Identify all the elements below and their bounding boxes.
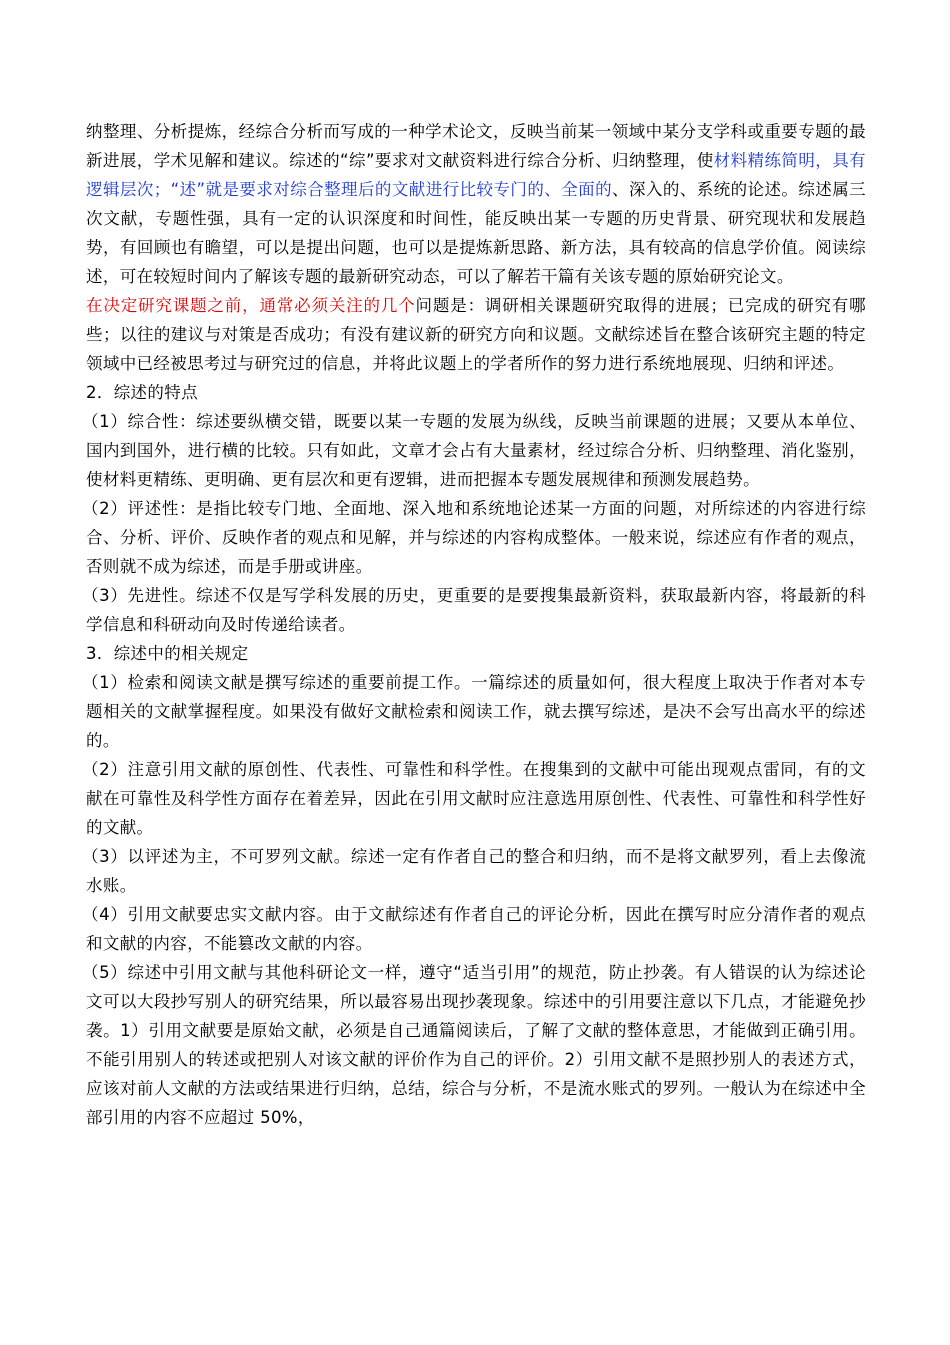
intro-blue-highlight: 材料精练简明，具有逻辑层次；“述”就是要求对综合整理后的文献进行比较专门的、全面的 xyxy=(86,151,866,199)
section-3-item-5: （5）综述中引用文献与其他科研论文一样，遵守“适当引用”的规范，防止抄袭。有人错误的认为综述论文可以大段抄写别人的研究结果，所以最容易出现抄袭现象。综述中的引用要注意以下几点，才能避免抄袭。1）引用文献要是原始文献，必须是自己通篇阅读后，了解了文献的整体意思，才能做到正确引用。不能引用别人的转述或把别人对该文献的评价作为自己的评价。2）引用文献不是照抄别人的表述方式，应该对前人文献的方法或结果进行归纳，总结，综合与分析，不是流水账式的罗列。一般认为在综述中全部引用的内容不应超过 50%， xyxy=(82,963,866,1127)
section-3-item-3: （3）以评述为主，不可罗列文献。综述一定有作者自己的整合和归纳，而不是将文献罗列，看上去像流水账。 xyxy=(82,847,866,895)
section-2-item-3: （3）先进性。综述不仅是写学科发展的历史，更重要的是要搜集最新资料，获取最新内容，将最新的科学信息和科研动向及时传递给读者。 xyxy=(82,586,866,634)
section-2-heading: 2．综述的特点 xyxy=(86,383,198,402)
section-3-item-4: （4）引用文献要忠实文献内容。由于文献综述有作者自己的评论分析，因此在撰写时应分清作者的观点和文献的内容，不能篡改文献的内容。 xyxy=(82,905,866,953)
intro-paragraph xyxy=(86,117,866,291)
section-3-item-1: （1）检索和阅读文献是撰写综述的重要前提工作。一篇综述的质量如何，很大程度上取决于作者对本专题相关的文献掌握程度。如果没有做好文献检索和阅读工作，就去撰写综述，是决不会写出高水平的综述的。 xyxy=(82,673,866,750)
research-topic-text: 问题是：调研相关课题研究取得的进展；已完成的研究有哪些；以往的建议与对策是否成功；有没有建议新的研究方向和议题。文献综述旨在整合该研究主题的特定领域中已经被思考过与研究过的信息，并将此议题上的学者所作的努力进行系统地展现、归纳和评述。 xyxy=(86,296,866,373)
section-3-item-2: （2）注意引用文献的原创性、代表性、可靠性和科学性。在搜集到的文献中可能出现观点雷同，有的文献在可靠性及科学性方面存在着差异，因此在引用文献时应注意选用原创性、代表性、可靠性和科学性好的文献。 xyxy=(82,760,866,837)
section-2-item-1: （1）综合性：综述要纵横交错，既要以某一专题的发展为纵线，反映当前课题的进展；又要从本单位、国内到国外，进行横的比较。只有如此，文章才会占有大量素材，经过综合分析、归纳整理、消化鉴别，使材料更精练、更明确、更有层次和更有逻辑，进而把握本专题发展规律和预测发展趋势。 xyxy=(82,412,866,489)
research-topic-paragraph xyxy=(86,291,866,378)
intro-text-part1: 纳整理、分析提炼，经综合分析而写成的一种学术论文，反映当前某一领域中某分支学科或重要专题的最新进展，学术见解和建议。综述的“综”要求对文献资料进行综合分析、归纳整理，使 xyxy=(86,122,866,170)
intro-text-part2: 、深入的、系统的论述。综述属三次文献，专题性强，具有一定的认识深度和时间性，能反映出某一专题的历史背景、研究现状和发展趋势，有回顾也有瞻望，可以是提出问题，也可以是提炼新思路、新方法，具有较高的信息学价值。阅读综述，可在较短时间内了解该专题的最新研究动态，可以了解若干篇有关该专题的原始研究论文。 xyxy=(86,180,867,286)
section-3-heading: 3．综述中的相关规定 xyxy=(86,644,249,663)
red-highlight-text: 在决定研究课题之前，通常必须关注的几个 xyxy=(86,296,416,315)
document-body xyxy=(82,117,867,1132)
section-2-item-2: （2）评述性：是指比较专门地、全面地、深入地和系统地论述某一方面的问题，对所综述的内容进行综合、分析、评价、反映作者的观点和见解，并与综述的内容构成整体。一般来说，综述应有作者的观点，否则就不成为综述，而是手册或讲座。 xyxy=(82,499,866,576)
